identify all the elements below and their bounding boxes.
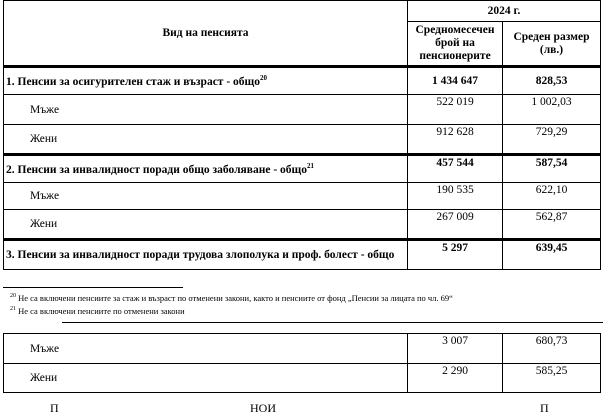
row-label: 3. Пенсии за инвалидност поради трудова злополука и проф. болест - общо	[4, 240, 408, 270]
row-count: 1 434 647	[408, 67, 503, 95]
pension-table	[3, 0, 601, 270]
header-row-year	[4, 1, 601, 22]
table-row	[4, 155, 601, 183]
row-label: Мъже	[4, 183, 408, 210]
row-label: Жени	[4, 364, 408, 393]
footnote-21: $^{21}$ Не са включени пенсиите по отменени закони	[10, 306, 185, 316]
row-label: 2. Пенсии за инвалидност поради общо заболяване - общо$^{21}$	[4, 155, 408, 183]
table-row	[4, 95, 601, 125]
pension-table-continued	[3, 333, 601, 393]
row-avg: 622,10	[503, 183, 601, 210]
row-avg: 639,45	[503, 240, 601, 270]
row-count: 267 009	[408, 210, 503, 240]
row-count: 5 297	[408, 240, 503, 270]
row-count: 190 535	[408, 183, 503, 210]
cut-text-left: П	[50, 401, 59, 414]
count-column-header: Средномесечен брой на пенсионерите	[408, 22, 503, 67]
page-break-divider	[62, 322, 603, 323]
cut-text-right: П	[540, 401, 549, 414]
table-row	[4, 364, 601, 393]
cut-text-middle: НОИ	[250, 401, 276, 414]
table-row	[4, 125, 601, 155]
table-row	[4, 334, 601, 364]
category-column-header: Вид на пенсията	[4, 1, 408, 67]
table-row	[4, 67, 601, 95]
row-avg: 828,53	[503, 67, 601, 95]
row-avg: 1 002,03	[503, 95, 601, 125]
footnote-20: $^{20}$ Не са включени пенсиите за стаж и възраст по отменени закони, както и пенсиите от фонд „Пенсии за лицата по чл. 69“	[10, 293, 453, 303]
row-label: Жени	[4, 125, 408, 155]
row-avg: 587,54	[503, 155, 601, 183]
row-label: Жени	[4, 210, 408, 240]
row-avg: 729,29	[503, 125, 601, 155]
table-row	[4, 210, 601, 240]
row-avg: 562,87	[503, 210, 601, 240]
row-avg: 585,25	[503, 364, 601, 393]
cut-off-text-line	[0, 396, 603, 414]
row-label: 1. Пенсии за осигурителен стаж и възраст - общо$^{20}$	[4, 67, 408, 95]
row-count: 457 544	[408, 155, 503, 183]
row-count: 2 290	[408, 364, 503, 393]
row-avg: 680,73	[503, 334, 601, 364]
avg-column-header: Среден размер (лв.)	[503, 22, 601, 67]
row-count: 3 007	[408, 334, 503, 364]
footnote-divider	[3, 287, 183, 288]
row-count: 522 019	[408, 95, 503, 125]
table-row	[4, 183, 601, 210]
row-label: Мъже	[4, 95, 408, 125]
row-label: Мъже	[4, 334, 408, 364]
row-count: 912 628	[408, 125, 503, 155]
year-header: 2024 г.	[408, 1, 601, 22]
table-row	[4, 240, 601, 270]
